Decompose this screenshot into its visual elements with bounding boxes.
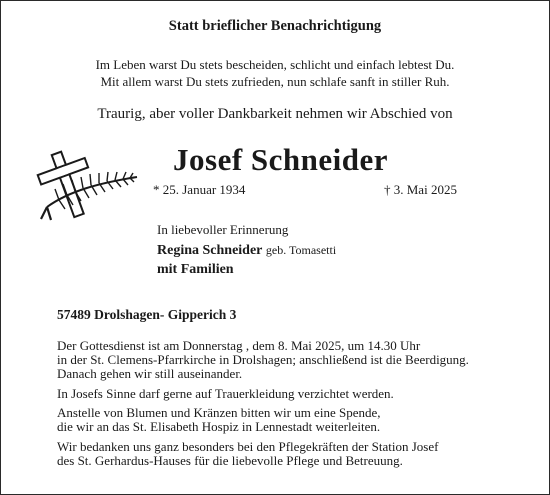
mourner-families: mit Familien xyxy=(157,262,234,277)
mourner-line xyxy=(157,243,336,259)
farewell-line: Traurig, aber voller Dankbarkeit nehmen wir Abschied von xyxy=(97,106,453,122)
service-line-2: in der St. Clemens-Pfarrkirche in Drolshagen; anschließend ist die Beerdigung. xyxy=(57,352,469,367)
mourner-birth-name: geb. Tomasetti xyxy=(265,243,337,257)
cross-with-palm-icon xyxy=(29,147,141,223)
poem-line-2: Mit allem warst Du stets zufrieden, nun schlafe sanft in stiller Ruh. xyxy=(100,74,450,89)
donation-line-1: Anstelle von Blumen und Kränzen bitten wir um eine Spende, xyxy=(57,405,381,420)
death-date: † 3. Mai 2025 xyxy=(384,182,457,197)
mourner-name: Regina Schneider xyxy=(157,243,263,258)
poem-line-1: Im Leben warst Du stets bescheiden, schlicht und einfach lebtest Du. xyxy=(95,57,455,72)
birth-date: * 25. Januar 1934 xyxy=(153,182,246,197)
clothing-line: In Josefs Sinne darf gerne auf Trauerkleidung verzichtet werden. xyxy=(57,386,394,401)
deceased-name: Josef Schneider xyxy=(173,142,389,177)
header-title: Statt brieflicher Benachrichtigung xyxy=(168,18,382,34)
service-line-3: Danach gehen wir still auseinander. xyxy=(57,366,243,381)
thanks-line-2: des St. Gerhardus-Hauses für die liebevolle Pflege und Betreuung. xyxy=(57,453,403,468)
memory-line: In liebevoller Erinnerung xyxy=(157,222,289,237)
address-line: 57489 Drolshagen- Gipperich 3 xyxy=(57,307,237,322)
service-line-1: Der Gottesdienst ist am Donnerstag , dem 8. Mai 2025, um 14.30 Uhr xyxy=(57,338,421,353)
thanks-line-1: Wir bedanken uns ganz besonders bei den Pflegekräften der Station Josef xyxy=(57,439,439,454)
donation-line-2: die wir an das St. Elisabeth Hospiz in Lennestadt weiterleiten. xyxy=(57,419,381,434)
